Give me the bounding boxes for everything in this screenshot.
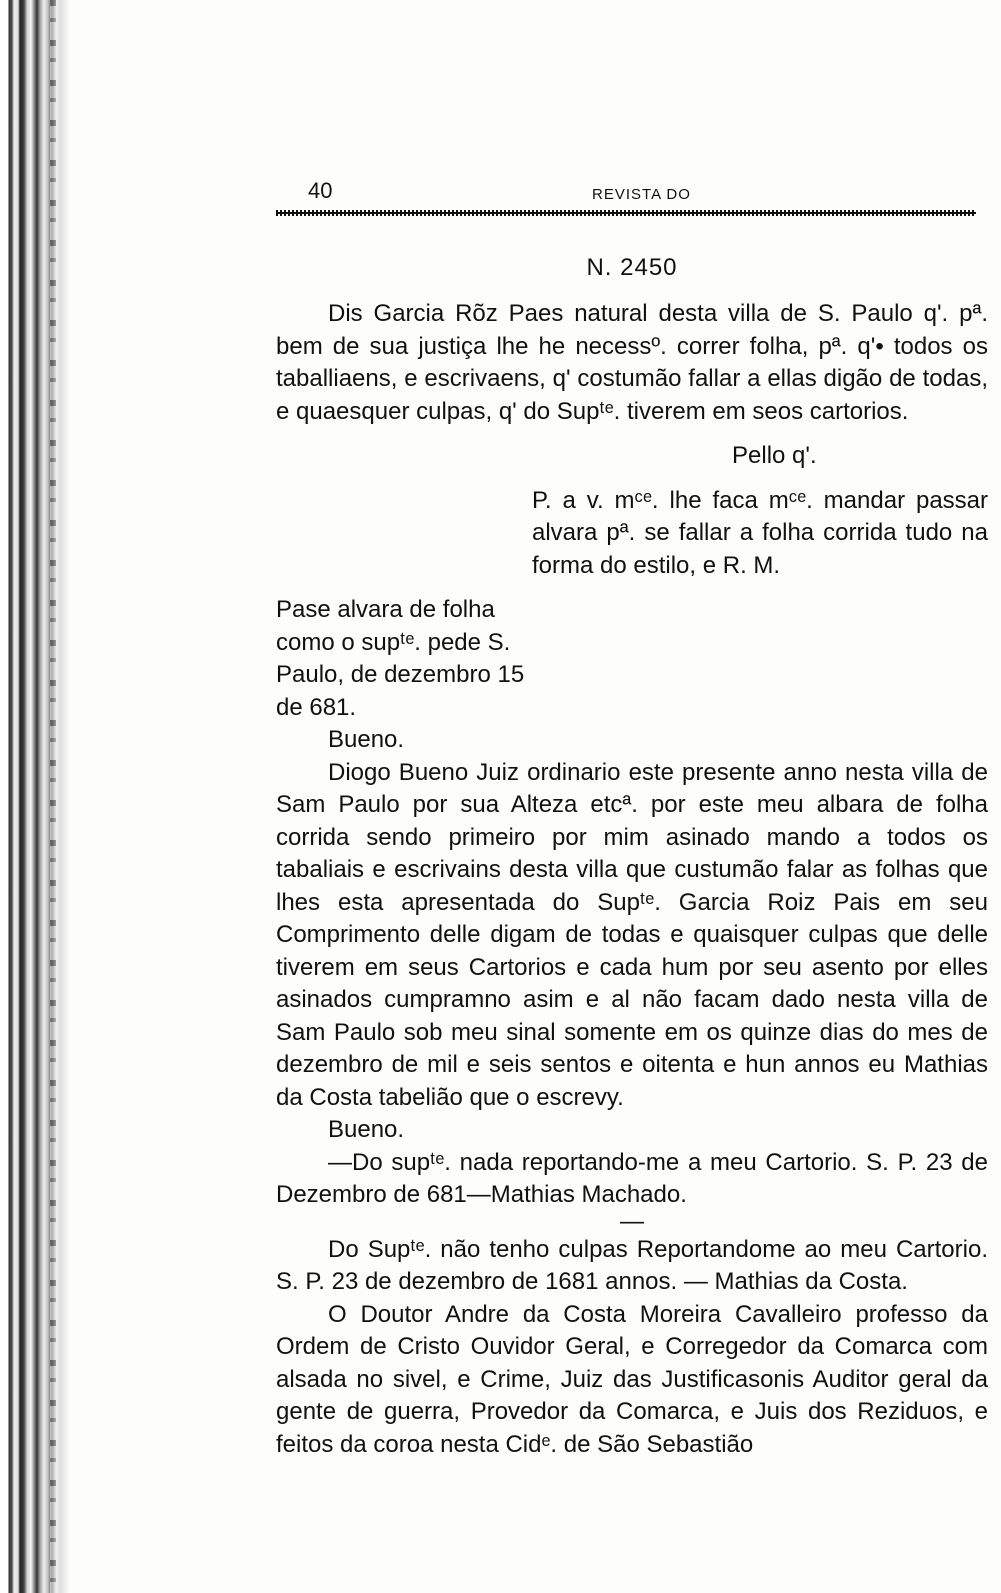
book-spine-shadow [0,0,70,1593]
page-header [276,178,988,208]
alvara-paragraph: Diogo Bueno Juiz ordinario este presente anno nesta villa de Sam Paulo por sua Alteza etcª. por este meu albara de folha corrida sendo primeiro por mim asinado mando a todos os tabaliais e escrivains desta villa que custumão falar as folhas que lhes esta apresentada do Supᵗᵉ. Garcia Roiz Pais em seu Comprimento delle digam de todas e quaisquer culpas que delle tiverem em seus Cartorios e cada hum por seu asento por elles asinados cumpramno asim e al não facam dado nesta villa de Sam Paulo sob meu sinal somente em os quinze dias do mes de dezembro de mil e seis sentos e oitenta e hun annos eu Mathias da Costa tabelião que o escrevy. [276,758,988,1111]
header-rule [276,210,976,216]
page-number: 40 [308,178,333,203]
spacer [276,582,988,594]
petition-paragraph: Dis Garcia Rõz Paes natural desta villa de S. Paulo q'. pª. bem de sua justiça lhe he necessº. correr folha, pª. q'• todos os taballiaens, e escrivaens, q' costumão fallar a ellas digão de todas, e quaesquer culpas, q' do Supᵗᵉ. tiverem em seos cartorios. [276,300,988,425]
signature-bueno-1: Bueno. [328,726,405,753]
document-page [276,178,988,1461]
document-number: N. 2450 [586,254,678,281]
spacer [276,428,988,440]
ouvidor-paragraph: O Doutor Andre da Costa Moreira Cavalleiro professo da Ordem de Cristo Ouvidor Geral, e Corregedor da Comarca com alsada no sivel, e Crime, Juiz das Justificasonis Auditor geral da gente de guerra, Provedor da Comarca, e Juis dos Reziduos, e feitos da coroa nesta Cidᵉ. de São Sebastião [276,1300,988,1458]
pello-line: Pello q'. [732,442,817,469]
reply-costa: Do Supᵗᵉ. não tenho culpas Reportandome ao meu Cartorio. S. P. 23 de dezembro de 1681 annos. — Mathias da Costa. [276,1235,988,1295]
spacer [276,473,988,485]
request-paragraph: P. a v. mᶜᵉ. lhe faca mᶜᵉ. mandar passar alvara pª. se fallar a folha corrida tudo na forma do estilo, e R. M. [532,486,988,579]
running-title: REVISTA DO [592,186,691,203]
order-paragraph: Pase alvara de folha como o supᵗᵉ. pede S. Paulo, de dezembro 15 de 681. [276,596,525,721]
signature-bueno-2: Bueno. [328,1116,405,1143]
separator-dash: — [620,1207,644,1235]
reply-machado: —Do supᵗᵉ. nada reportando-me a meu Cartorio. S. P. 23 de Dezembro de 681—Mathias Machado. [276,1148,988,1208]
